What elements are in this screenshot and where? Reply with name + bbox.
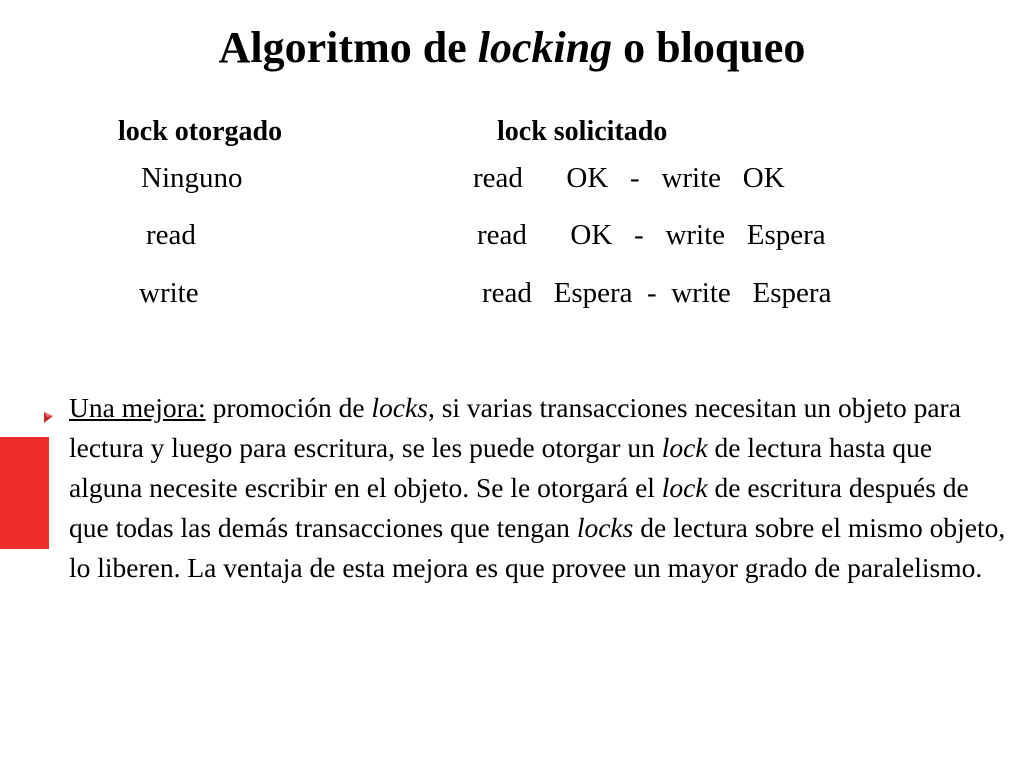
title-text-end: o bloqueo xyxy=(612,23,806,72)
bullet-text-4: de escritura después de que todas las demás transacciones que tengan xyxy=(69,472,969,543)
slide-title xyxy=(0,18,1024,78)
row-requested-read: read OK - write Espera xyxy=(477,219,826,251)
bullet-text-3: de lectura hasta que alguna necesite escribir en el objeto. Se le otorgará el xyxy=(69,432,933,503)
bullet-text-2: , si varias transacciones necesitan un objeto para lectura y luego para escritura, se les puede otorgar un xyxy=(69,392,961,463)
row-requested-none: read OK - write OK xyxy=(473,162,785,194)
bullet-text-5: de lectura sobre el mismo objeto, lo liberen. La ventaja de esta mejora es que provee un mayor grado de paralelismo. xyxy=(69,512,1006,583)
bullet-italic-4: locks xyxy=(576,512,634,543)
header-lock-requested: lock solicitado xyxy=(497,116,668,147)
bullet-italic-1: locks xyxy=(371,392,428,423)
bullet-paragraph xyxy=(69,388,1009,588)
bullet-text-1: promoción de xyxy=(205,392,372,423)
row-granted-none: Ninguno xyxy=(141,162,243,194)
decorative-red-bar xyxy=(0,437,49,549)
bullet-italic-3: lock xyxy=(661,472,708,503)
title-text-start: Algoritmo de xyxy=(218,23,478,72)
header-lock-granted: lock otorgado xyxy=(118,116,283,147)
bullet-lead: Una mejora: xyxy=(69,392,206,423)
row-requested-write: read Espera - write Espera xyxy=(482,277,832,309)
row-granted-write: write xyxy=(139,277,199,309)
title-text-italic: locking xyxy=(477,23,613,72)
bullet-italic-2: lock xyxy=(661,432,708,463)
red-arrow-bullet-icon xyxy=(42,408,58,424)
row-granted-read: read xyxy=(146,219,196,251)
